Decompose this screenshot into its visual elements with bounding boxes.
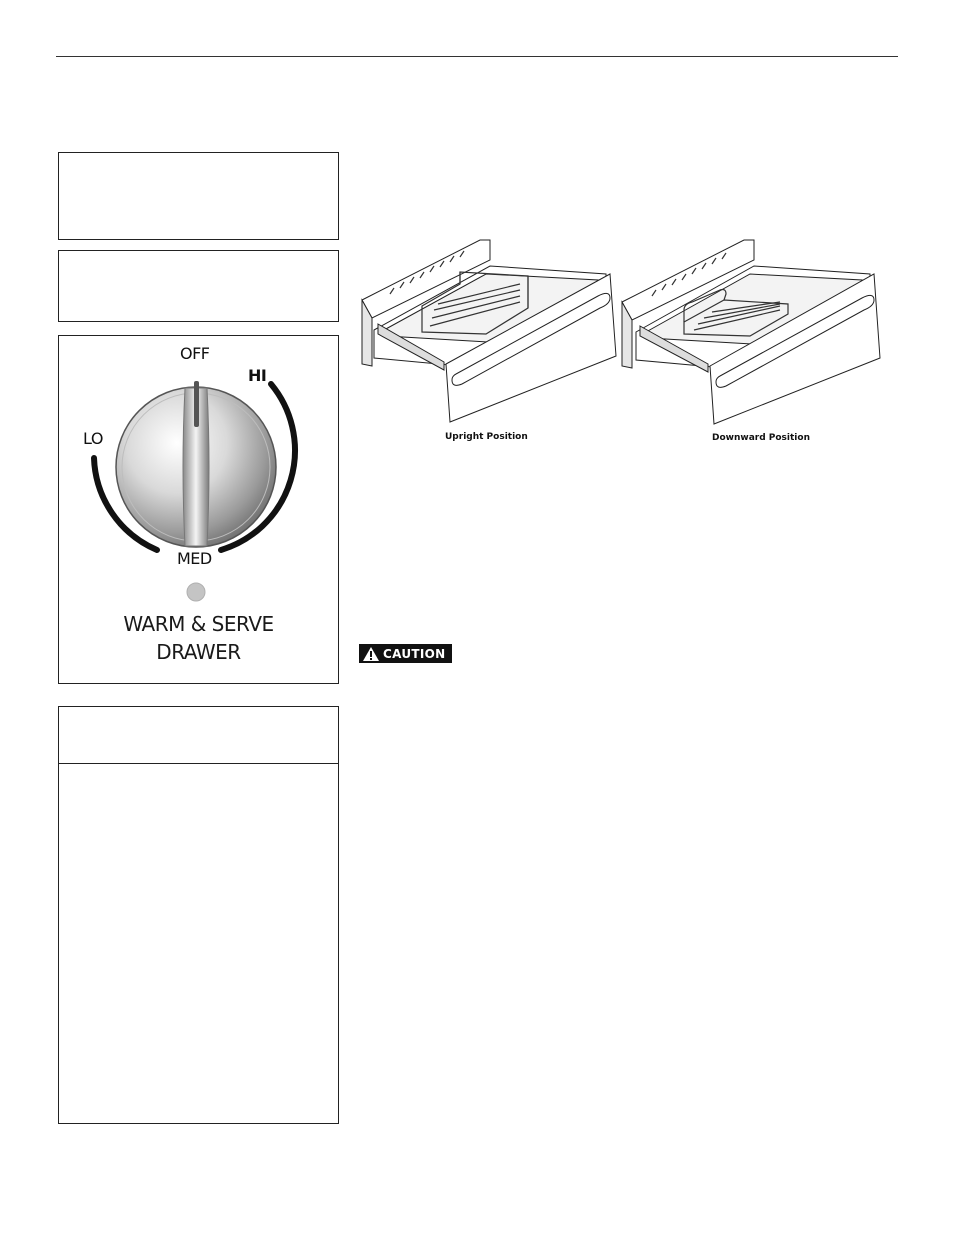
box-divider	[59, 763, 338, 764]
drawer-title-line1: WARM & SERVE	[123, 612, 274, 636]
warning-triangle-icon	[362, 646, 380, 662]
info-box-3	[58, 706, 339, 1124]
dial-label-hi: HI	[248, 366, 267, 385]
caution-label: CAUTION	[383, 646, 446, 661]
caption-upright: Upright Position	[445, 432, 528, 442]
dial-label-off: OFF	[180, 344, 210, 363]
caption-downward: Downward Position	[712, 433, 810, 443]
drawer-downward-illustration	[620, 238, 890, 428]
caution-badge	[359, 644, 452, 663]
header-rule	[56, 56, 898, 57]
warm-serve-dial-panel	[58, 335, 339, 684]
drawer-upright-illustration	[360, 238, 622, 428]
dial-label-lo: LO	[83, 429, 103, 448]
indicator-light	[187, 583, 205, 601]
dial-label-med: MED	[177, 549, 212, 568]
drawer-title-line2: DRAWER	[156, 640, 241, 664]
info-box-1	[58, 152, 339, 240]
info-box-2	[58, 250, 339, 322]
